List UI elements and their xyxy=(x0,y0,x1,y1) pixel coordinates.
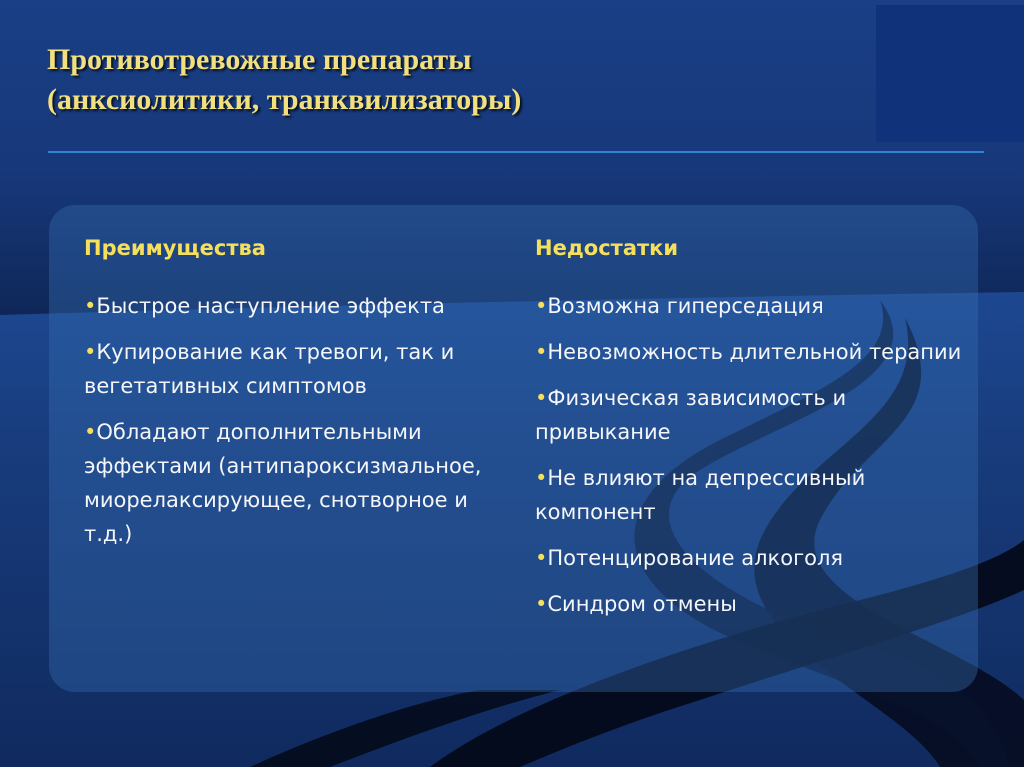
bullet-icon: • xyxy=(84,340,97,364)
list-item-text: Быстрое наступление эффекта xyxy=(96,294,445,318)
list-item xyxy=(84,289,504,323)
list-item xyxy=(535,289,965,323)
bullet-icon: • xyxy=(535,386,548,410)
list-item xyxy=(84,335,504,403)
list-item-text: Физическая зависимость и привыкание xyxy=(535,386,847,444)
list-item xyxy=(535,461,965,529)
list-item-text: Не влияют на депрессивный компонент xyxy=(535,466,866,524)
list-item-text: Потенцирование алкоголя xyxy=(547,546,844,570)
advantages-column xyxy=(84,233,504,563)
advantages-heading: Преимущества xyxy=(84,236,266,260)
list-item-text: Возможна гиперседация xyxy=(547,294,824,318)
bullet-icon: • xyxy=(535,546,548,570)
list-item xyxy=(535,541,965,575)
bullet-icon: • xyxy=(535,340,548,364)
bullet-icon: • xyxy=(84,294,97,318)
bullet-icon: • xyxy=(535,294,548,318)
list-item-text: Невозможность длительной терапии xyxy=(547,340,962,364)
list-item-text: Синдром отмены xyxy=(547,592,737,616)
slide-title-line-2: (анксиолитики, транквилизаторы) xyxy=(47,83,522,116)
bullet-icon: • xyxy=(535,592,548,616)
list-item xyxy=(535,381,965,449)
disadvantages-list xyxy=(535,289,965,621)
list-item xyxy=(535,335,965,369)
title-divider xyxy=(48,151,984,153)
bullet-icon: • xyxy=(535,466,548,490)
disadvantages-heading: Недостатки xyxy=(535,236,679,260)
slide-title xyxy=(47,40,867,120)
slide-title-line-1: Противотревожные препараты xyxy=(47,43,472,76)
bullet-icon: • xyxy=(84,420,97,444)
advantages-list xyxy=(84,289,504,551)
disadvantages-column xyxy=(535,233,965,633)
list-item xyxy=(84,415,504,551)
list-item xyxy=(535,587,965,621)
list-item-text: Купирование как тревоги, так и вегетативных симптомов xyxy=(84,340,455,398)
list-item-text: Обладают дополнительными эффектами (антипароксизмальное, миорелаксирующее, снотворное и т.д.) xyxy=(84,420,482,546)
